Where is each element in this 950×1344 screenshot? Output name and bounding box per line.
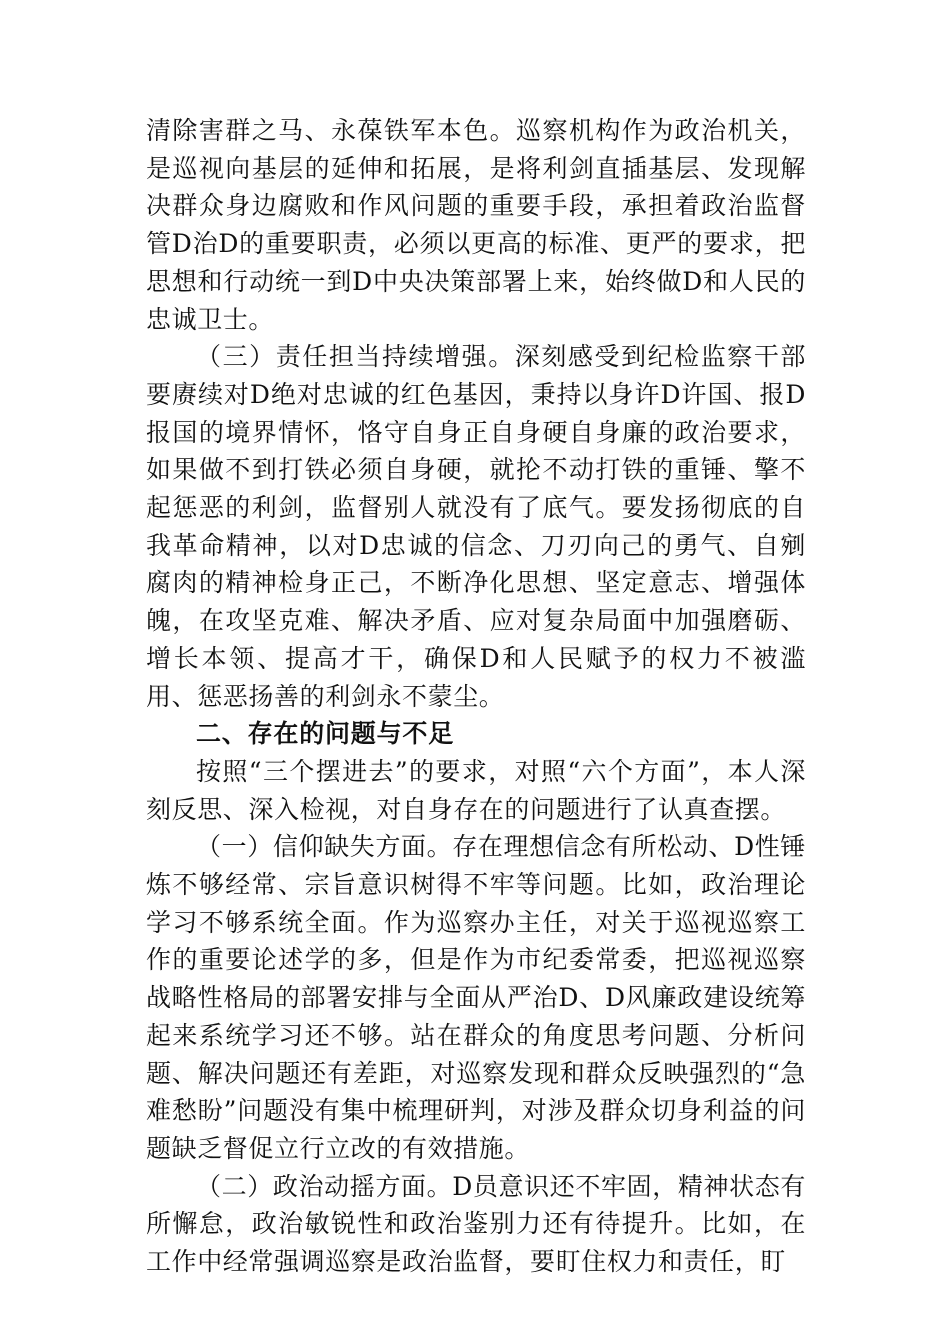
section-heading-problems: 二、存在的问题与不足 <box>196 719 455 749</box>
paragraph-responsibility: （三）责任担当持续增强。深刻感受到纪检监察干部要赓续对D绝对忠诚的红色基因，秉持以身许D许国、报D报国的境界情怀，恪守自身正自身硬自身廉的政治要求，如果做不到打铁必须自身硬，就抡不动打铁的重锤、擎不起惩恶的利剑，监督别人就没有了底气。要发扬彻底的自我革命精神，以对D忠诚的信念、刀刃向己的勇气、自剜腐肉的精神检身正己，不断净化思想、坚定意志、增强体魄，在攻坚克难、解决矛盾、应对复杂局面中加强磨砺、增长本领、提高才干，确保D和人民赋予的权力不被滥用、惩恶扬善的利剑永不蒙尘。 <box>146 342 806 711</box>
paragraph-belief: （一）信仰缺失方面。存在理想信念有所松动、D性锤炼不够经常、宗旨意识树得不牢等问题。比如，政治理论学习不够系统全面。作为巡察办主任，对关于巡视巡察工作的重要论述学的多，但是作为市纪委常委，把巡视巡察战略性格局的部署安排与全面从严治D、D风廉政建设统筹起来系统学习还不够。站在群众的角度思考问题、分析问题、解决问题还有差距，对巡察发现和群众反映强烈的“急难愁盼”问题没有集中梳理研判，对涉及群众切身利益的问题缺乏督促立行立改的有效措施。 <box>146 832 806 1163</box>
document-page <box>146 112 806 1281</box>
paragraph-continuation: 清除害群之马、永葆铁军本色。巡察机构作为政治机关，是巡视向基层的延伸和拓展，是将利剑直插基层、发现解决群众身边腐败和作风问题的重要手段，承担着政治监督管D治D的重要职责，必须以更高的标准、更严的要求，把思想和行动统一到D中央决策部署上来，始终做D和人民的忠诚卫士。 <box>146 116 806 334</box>
paragraph-political: （二）政治动摇方面。D员意识还不牢固，精神状态有所懈怠，政治敏锐性和政治鉴别力还有待提升。比如，在工作中经常强调巡察是政治监督，要盯住权力和责任，盯 <box>146 1171 806 1277</box>
paragraph-intro: 按照“三个摆进去”的要求，对照“六个方面”，本人深刻反思、深入检视，对自身存在的问题进行了认真查摆。 <box>146 756 806 824</box>
